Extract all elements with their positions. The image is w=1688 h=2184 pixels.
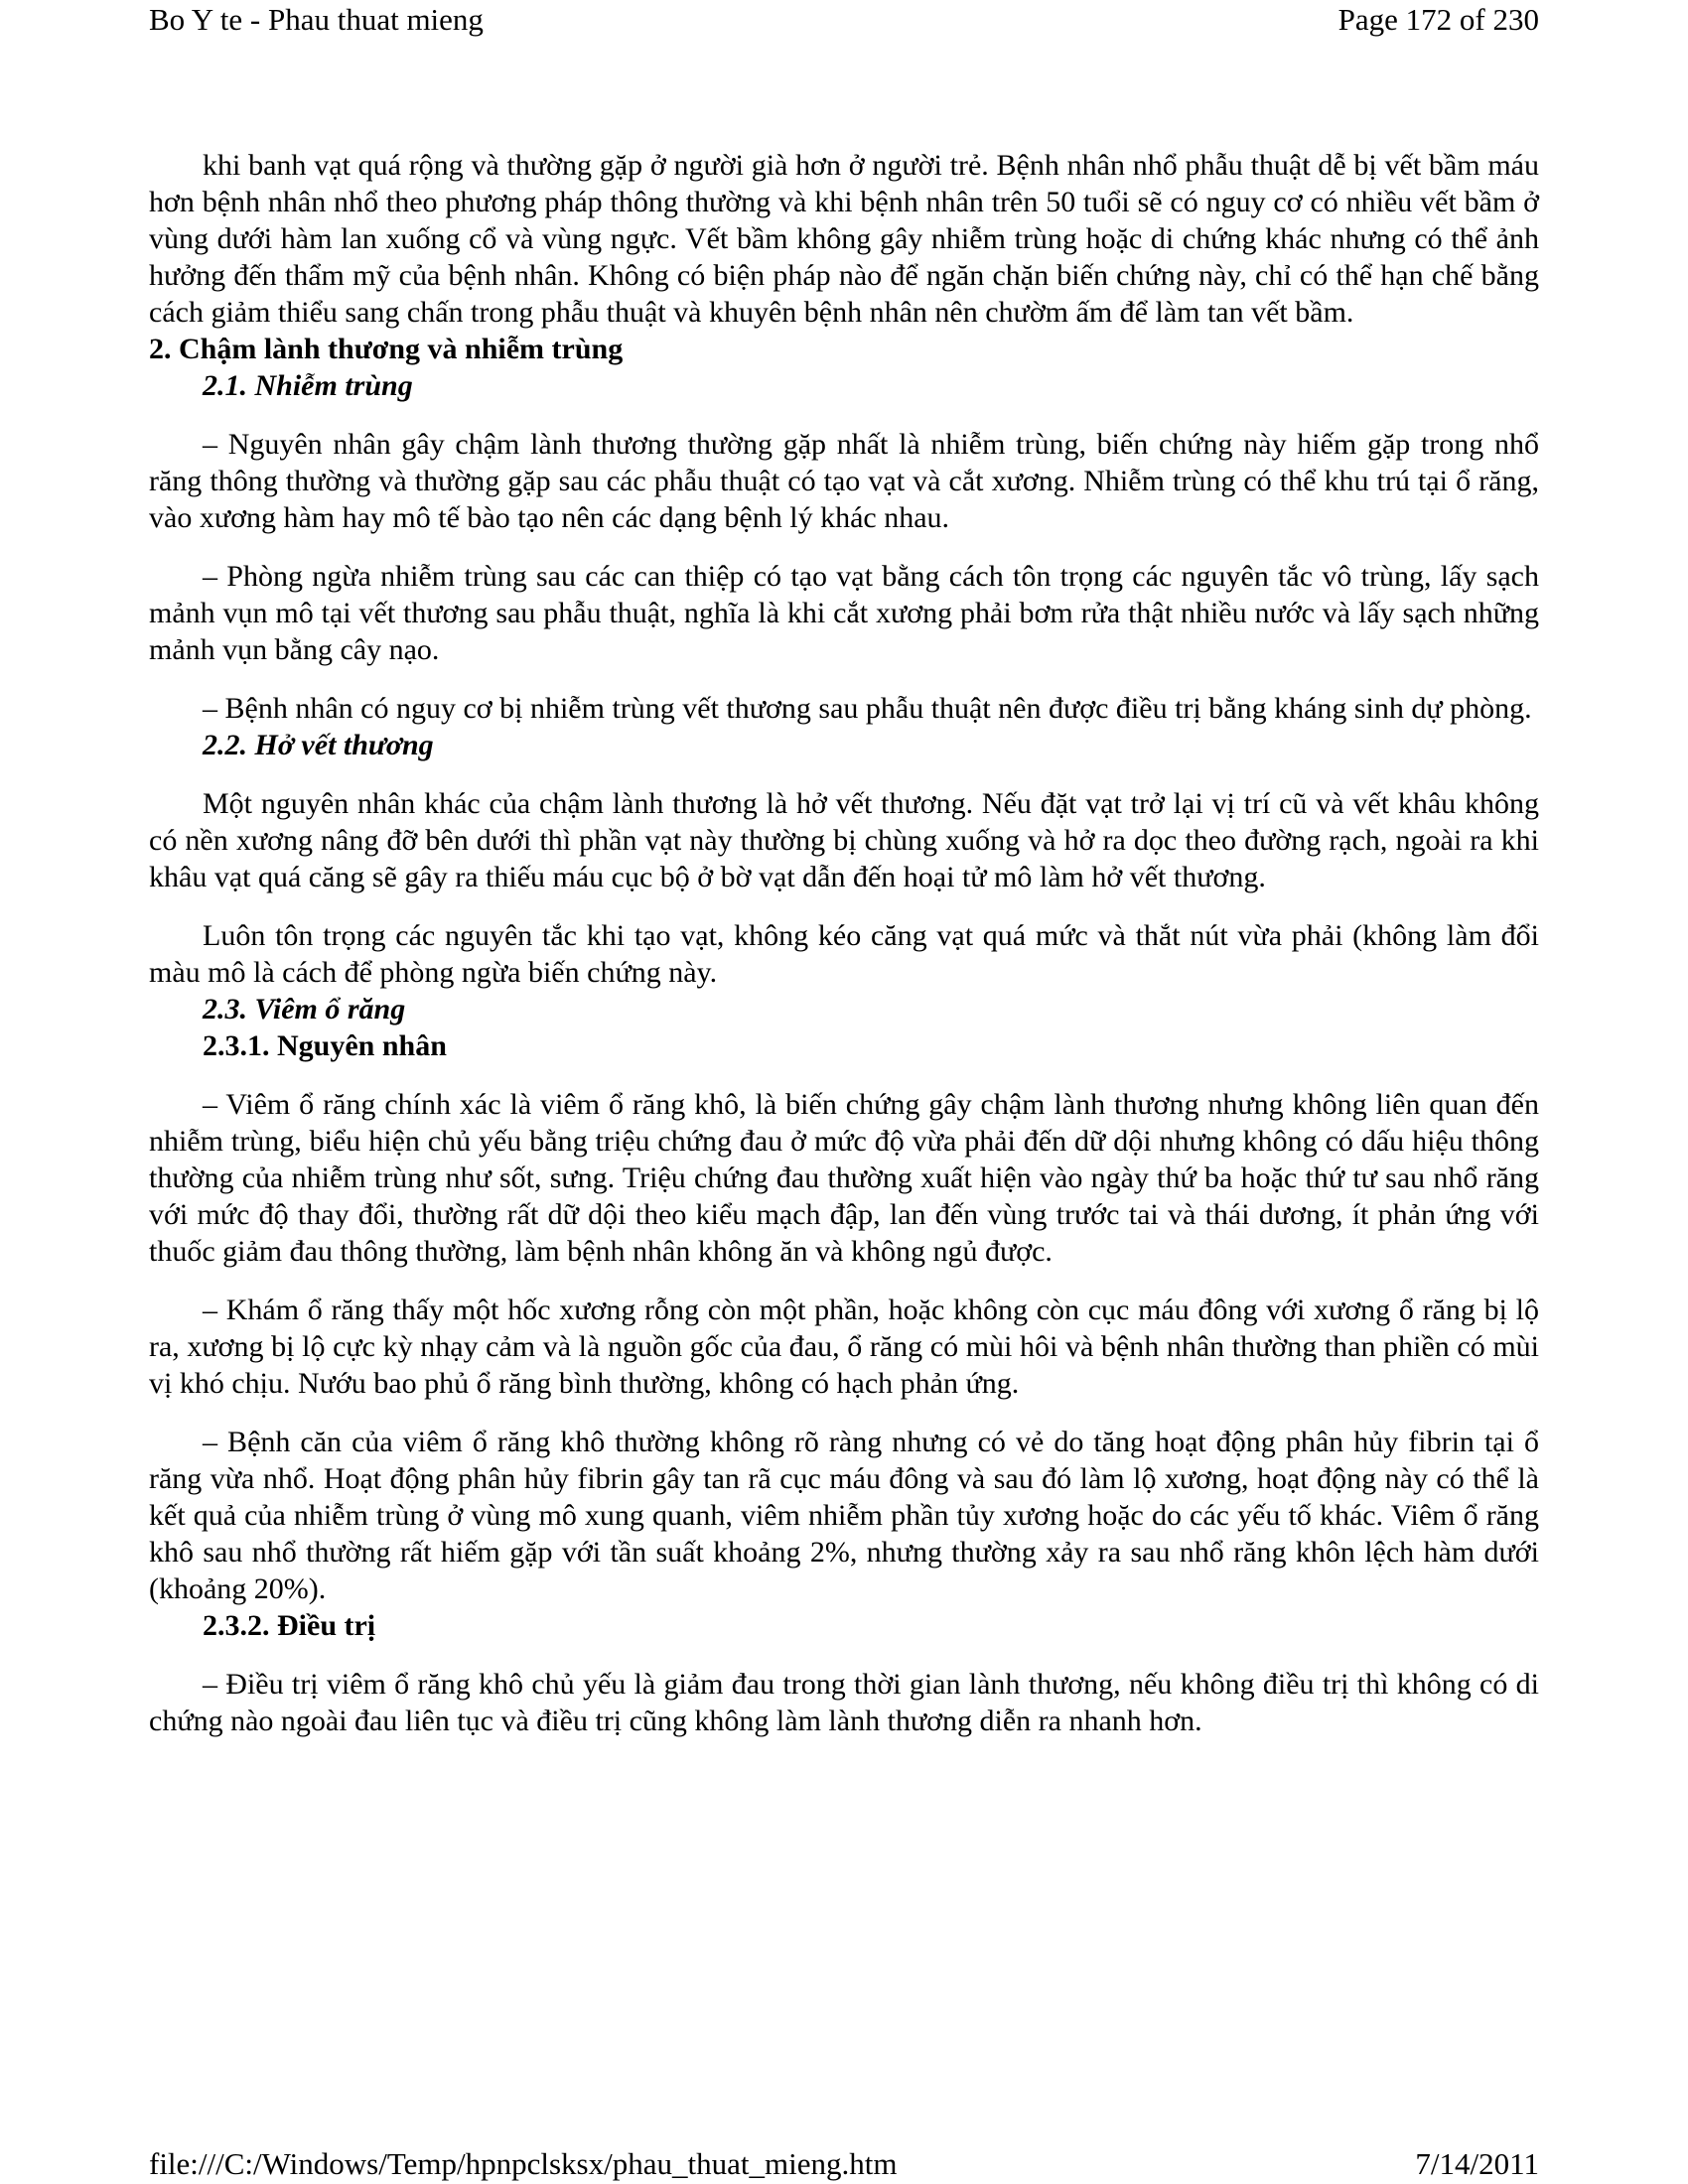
subsection-heading-2-1: 2.1. Nhiễm trùng [203,369,413,402]
footer-date: 7/14/2011 [1415,2146,1539,2181]
paragraph-2-2-a: Một nguyên nhân khác của chậm lành thương là hở vết thương. Nếu đặt vạt trở lại vị trí cũ và vết khâu không có nền xương nâng đỡ bên dưới thì phần vạt này thường bị chùng xuống và hở ra dọc theo đường rạch, ngoài ra khi khâu vạt quá căng sẽ gây ra thiếu máu cục bộ ở bờ vạt dẫn đến hoại tử mô làm hở vết thương. [149,787,1539,893]
subsection-heading-2-3: 2.3. Viêm ổ răng [203,993,406,1025]
footer-file-path: file:///C:/Windows/Temp/hpnpclsksx/phau_thuat_mieng.htm [149,2146,898,2181]
paragraph-2-1-a: – Nguyên nhân gây chậm lành thương thường gặp nhất là nhiễm trùng, biến chứng này hiếm gặp trong nhổ răng thông thường và thường gặp sau các phẫu thuật có tạo vạt và cắt xương. Nhiễm trùng có thể khu trú tại ổ răng, vào xương hàm hay mô tế bào tạo nên các dạng bệnh lý khác nhau. [149,428,1539,534]
section-heading-2: 2. Chậm lành thương và nhiễm trùng [149,333,624,365]
paragraph-2-3-1-b: – Khám ổ răng thấy một hốc xương rỗng còn một phần, hoặc không còn cục máu đông với xương ổ răng bị lộ ra, xương bị lộ cực kỳ nhạy cảm và là nguồn gốc của đau, ổ răng có mùi hôi và bệnh nhân thường than phiền có mùi vị khó chịu. Nướu bao phủ ổ răng bình thường, không có hạch phản ứng. [149,1294,1539,1400]
header-title: Bo Y te - Phau thuat mieng [149,2,484,37]
paragraph-2-1-b: – Phòng ngừa nhiễm trùng sau các can thiệp có tạo vạt bằng cách tôn trọng các nguyên tắc vô trùng, lấy sạch mảnh vụn mô tại vết thương sau phẫu thuật, nghĩa là khi cắt xương phải bơm rửa thật nhiều nước và lấy sạch những mảnh vụn bằng cây nạo. [149,560,1539,666]
paragraph-2-3-1-c: – Bệnh căn của viêm ổ răng khô thường không rõ ràng nhưng có vẻ do tăng hoạt động phân hủy fibrin tại ổ răng vừa nhổ. Hoạt động phân hủy fibrin gây tan rã cục máu đông và sau đó làm lộ xương, hoạt động này có thể là kết quả của nhiễm trùng ở vùng mô xung quanh, viêm nhiễm phần tủy xương hoặc do các yếu tố khác. Viêm ổ răng khô sau nhổ thường rất hiếm gặp với tần suất khoảng 2%, nhưng thường xảy ra sau nhổ răng khôn lệch hàm dưới (khoảng 20%). [149,1426,1539,1605]
subsection-heading-2-2: 2.2. Hở vết thương [203,729,434,761]
header-page-number: Page 172 of 230 [1337,2,1539,37]
paragraph-2-3-1-a: – Viêm ổ răng chính xác là viêm ổ răng khô, là biến chứng gây chậm lành thương nhưng không liên quan đến nhiễm trùng, biểu hiện chủ yếu bằng triệu chứng đau ở mức độ vừa phải đến dữ dội nhưng không có dấu hiệu thông thường của nhiễm trùng như sốt, sưng. Triệu chứng đau thường xuất hiện vào ngày thứ ba hoặc thứ tư sau nhổ răng với mức độ thay đổi, thường rất dữ dội theo kiểu mạch đập, lan đến vùng trước tai và thái dương, ít phản ứng với thuốc giảm đau thông thường, làm bệnh nhân không ăn và không ngủ được. [149,1088,1539,1268]
paragraph-2-3-2-a: – Điều trị viêm ổ răng khô chủ yếu là giảm đau trong thời gian lành thương, nếu không điều trị thì không có di chứng nào ngoài đau liên tục và điều trị cũng không làm lành thương diễn ra nhanh hơn. [149,1668,1539,1737]
document-body [149,147,1539,1739]
paragraph-2-2-b: Luôn tôn trọng các nguyên tắc khi tạo vạt, không kéo căng vạt quá mức và thắt nút vừa phải (không làm đổi màu mô là cách để phòng ngừa biến chứng này. [149,919,1539,989]
paragraph-intro: khi banh vạt quá rộng và thường gặp ở người già hơn ở người trẻ. Bệnh nhân nhổ phẫu thuật dễ bị vết bầm máu hơn bệnh nhân nhổ theo phương pháp thông thường và khi bệnh nhân trên 50 tuổi sẽ có nguy cơ có nhiều vết bầm ở vùng dưới hàm lan xuống cổ và vùng ngực. Vết bầm không gây nhiễm trùng hoặc di chứng khác nhưng có thể ảnh hưởng đến thẩm mỹ của bệnh nhân. Không có biện pháp nào để ngăn chặn biến chứng này, chỉ có thể hạn chế bằng cách giảm thiểu sang chấn trong phẫu thuật và khuyên bệnh nhân nên chườm ấm để làm tan vết bầm. [149,149,1539,329]
paragraph-2-1-c: – Bệnh nhân có nguy cơ bị nhiễm trùng vết thương sau phẫu thuật nên được điều trị bằng kháng sinh dự phòng. [203,692,1532,725]
subsection-heading-2-3-1: 2.3.1. Nguyên nhân [203,1029,447,1062]
subsection-heading-2-3-2: 2.3.2. Điều trị [203,1609,376,1642]
